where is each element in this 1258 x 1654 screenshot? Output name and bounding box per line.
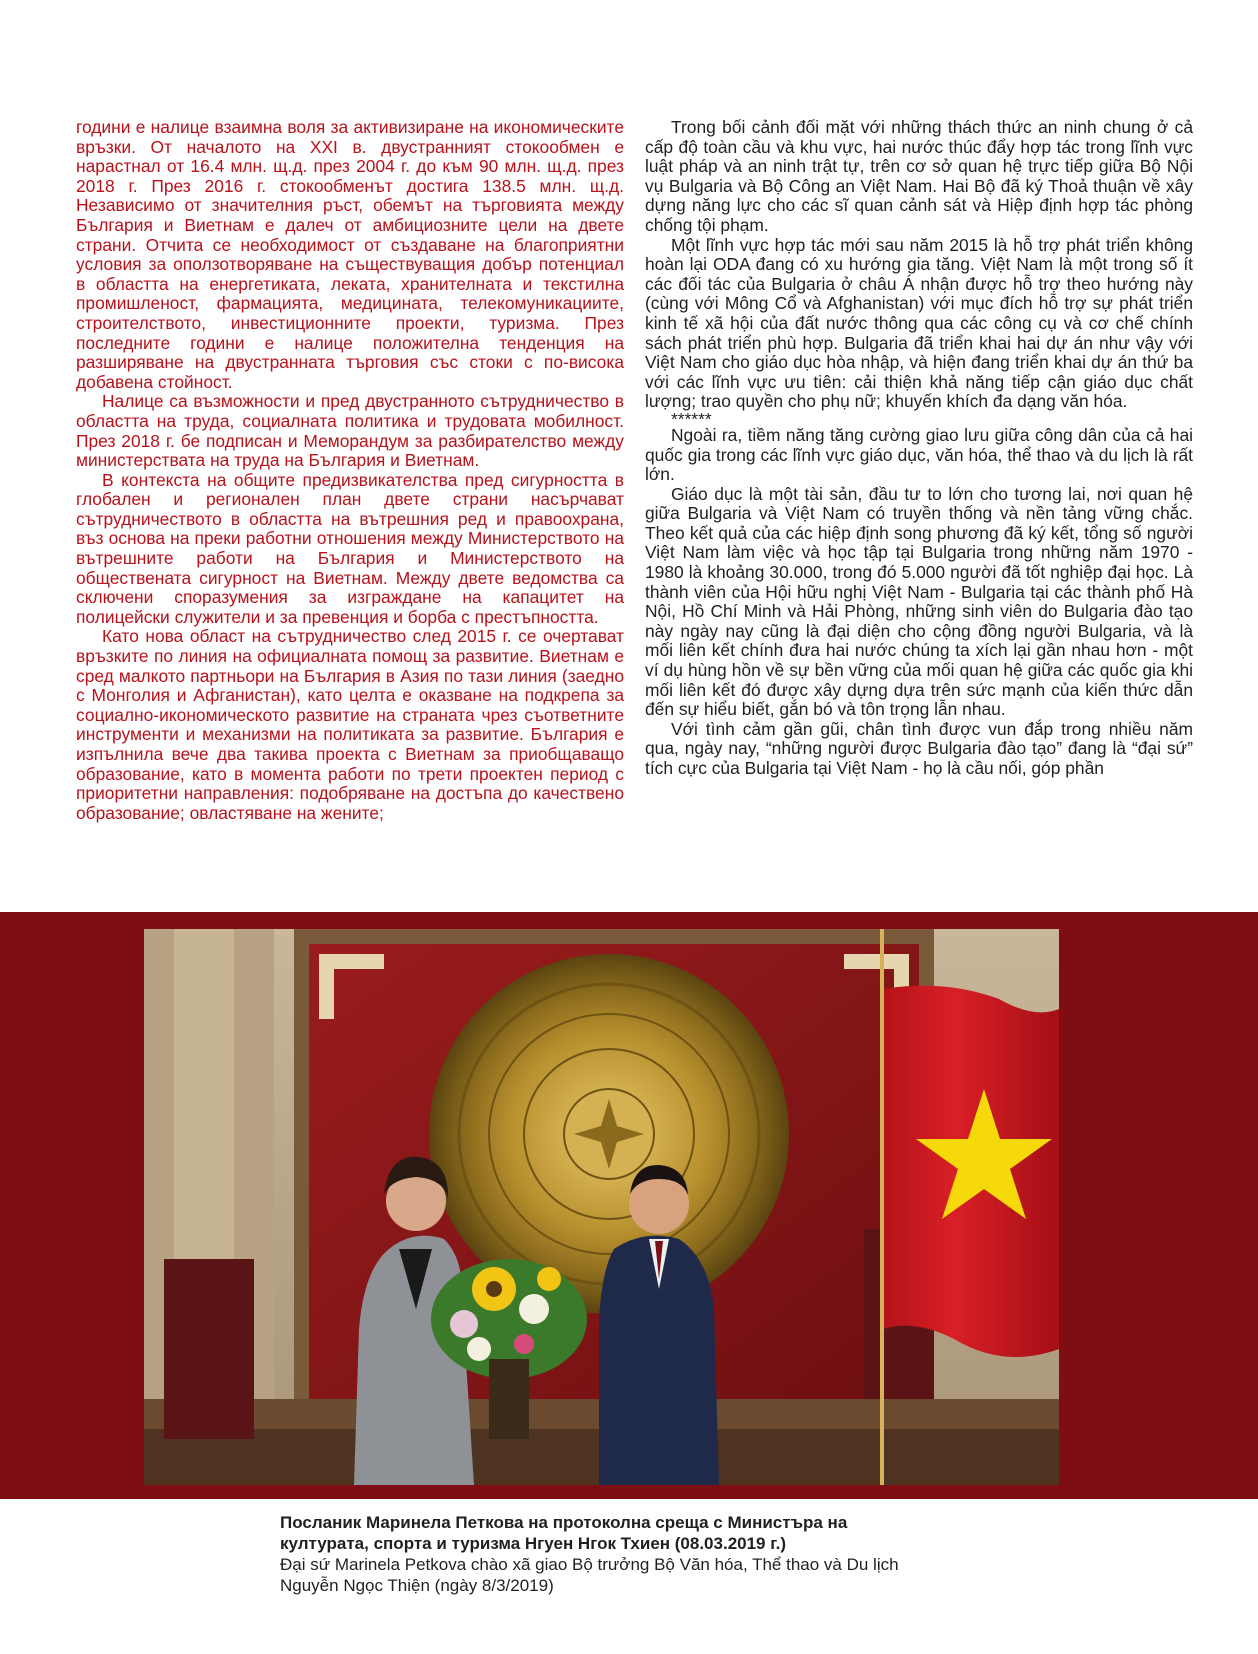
caption-bulgarian-line: културата, спорта и туризма Нгуен Нгок Тхиен (08.03.2019 г.) — [280, 1534, 786, 1553]
vietnamese-text-column — [645, 118, 1193, 779]
caption-vietnamese-line: Đại sứ Marinela Petkova chào xã giao Bộ trưởng Bộ Văn hóa, Thể thao và Du lịch — [280, 1555, 899, 1574]
vn-paragraph: Với tình cảm gần gũi, chân tình được vun đắp trong nhiều năm qua, ngày nay, “những người được Bulgaria đào tạo” đang là “đại sứ” tích cực của Bulgaria tại Việt Nam - họ là cầu nối, góp phần — [645, 718, 1193, 778]
vn-paragraph: Ngoài ra, tiềm năng tăng cường giao lưu giữa công dân của cả hai quốc gia trong các lĩnh vực giáo dục, văn hóa, thể thao và du lịch là rất lớn. — [645, 424, 1193, 485]
caption-vietnamese-line: Nguyễn Ngọc Thiện (ngày 8/3/2019) — [280, 1576, 554, 1595]
bg-paragraph: Като нова област на сътрудничество след 2015 г. се очертават връзките по линия на официалната помощ за развитие. Виетнам е сред малкото партньори на България в Азия по тази линия (заедно с Монголия и Афганистан), като целта е оказване на подкрепа за социално-икономическото развитие на страната чрез съответните инструменти и механизми на политиката за развитие. България е изпълнила вече два такива проекта с Виетнам за приобщаващо образование, като в момента работи по трети проектен период с приоритетни направления: подобряване на достъпа до качествено образование; овластяване на жените; — [76, 626, 624, 823]
meeting-photo — [144, 929, 1059, 1485]
caption-bulgarian-line: Посланик Маринела Петкова на протоколна среща с Министъра на — [280, 1513, 848, 1532]
photo-caption — [280, 1512, 1000, 1596]
vn-paragraph: Trong bối cảnh đối mặt với những thách thức an ninh chung ở cả cấp độ toàn cầu và khu vực, hai nước thúc đẩy hợp tác trong lĩnh vực luật pháp và an ninh trật tự, trên cơ sở quan hệ trực tiếp giữa Bộ Nội vụ Bulgaria và Bộ Công an Việt Nam. Hai Bộ đã ký Thoả thuận về xây dựng năng lực cho các sĩ quan cảnh sát và Hiệp định hợp tác phòng chống tội phạm. — [645, 117, 1193, 235]
vn-paragraph: Một lĩnh vực hợp tác mới sau năm 2015 là hỗ trợ phát triển không hoàn lại ODA đang có xu hướng gia tăng. Việt Nam là một trong số ít các đối tác của Bulgaria ở châu Á nhận được hỗ trợ theo hướng này (cùng với Mông Cổ và Afghanistan) với mục đích hỗ trợ sự phát triển kinh tế xã hội của đất nước thông qua các công cụ và cơ chế chính sách phát triển phù hợp. Bulgaria đã triển khai hai dự án như vậy với Việt Nam cho giáo dục hòa nhập, và hiện đang triển khai dự án thứ ba với các lĩnh vực ưu tiên: cải thiện khả năng tiếp cận giáo dục chất lượng; trao quyền cho phụ nữ; khuyến khích đa dạng văn hóa. — [645, 234, 1193, 412]
section-separator: ****** — [671, 408, 712, 429]
bulgarian-text-column — [76, 118, 624, 823]
vn-paragraph: Giáo dục là một tài sản, đầu tư to lớn cho tương lai, nơi quan hệ giữa Bulgaria và Việt Nam có truyền thống và nền tảng vững chắc. Theo kết quả của các hiệp định song phương đã ký kết, tổng số người Việt Nam làm việc và học tập tại Bulgaria trong những năm 1970 - 1980 là khoảng 30.000, trong đó 5.000 người đã tốt nghiệp đại học. Là thành viên của Hội hữu nghị Việt Nam - Bulgaria tại các thành phố Hà Nội, Hồ Chí Minh và Hải Phòng, những sinh viên do Bulgaria đào tạo này ngày nay cũng là đại diện cho cộng đồng người Bulgaria, và là mối liên kết chính đưa hai nước chúng ta xích lại gần nhau hơn - một ví dụ hùng hồn về sự bền vững của mối quan hệ giữa các quốc gia khi mối liên kết đó được xây dựng dựa trên sức mạnh của kiến thức dẫn đến sự hiểu biết, gắn bó và tôn trọng lẫn nhau. — [645, 483, 1193, 720]
bg-paragraph: В контекста на общите предизвикателства пред сигурността в глобален и регионален план двете страни насърчават сътрудничеството в областта на вътрешния ред и правоохрана, въз основа на преки работни отношения между Министерството на вътрешните работи на България и Министерството на обществената сигурност на Виетнам. Между двете ведомства са сключени споразумения за изграждане на капацитет на полицейски служители и за превенция и борба с престъпността. — [76, 469, 624, 627]
bg-paragraph: Налице са възможности и пред двустранното сътрудничество в областта на труда, социалната политика и трудовата мобилност. През 2018 г. бе подписан и Меморандум за разбирателство между министерствата на труда на България и Виетнам. — [76, 391, 624, 471]
bg-paragraph: години е налице взаимна воля за активизиране на икономическите връзки. От началото на XXI в. двустранният стокообмен е нарастнал от 16.4 млн. щ.д. през 2004 г. до към 90 млн. щ.д. през 2018 г. През 2016 г. стокообменът достига 138.5 млн. щ.д. Независимо от значителния ръст, обемът на търговията между България и Виетнам е далеч от амбициозните цели на двете страни. Отчита се необходимост от създаване на благоприятни условия за оползотворяване на съществуващия добър потенциал в областта на енергетиката, лекатa, хранителната и текстилна промишленост, фармацията, медицината, телекомуникациите, строителството, инвестиционните проекти, туризма. През последните години е налице положителна тенденция на разширяване на двустранната търговия със стоки с по-висока добавена стойност. — [76, 117, 624, 392]
